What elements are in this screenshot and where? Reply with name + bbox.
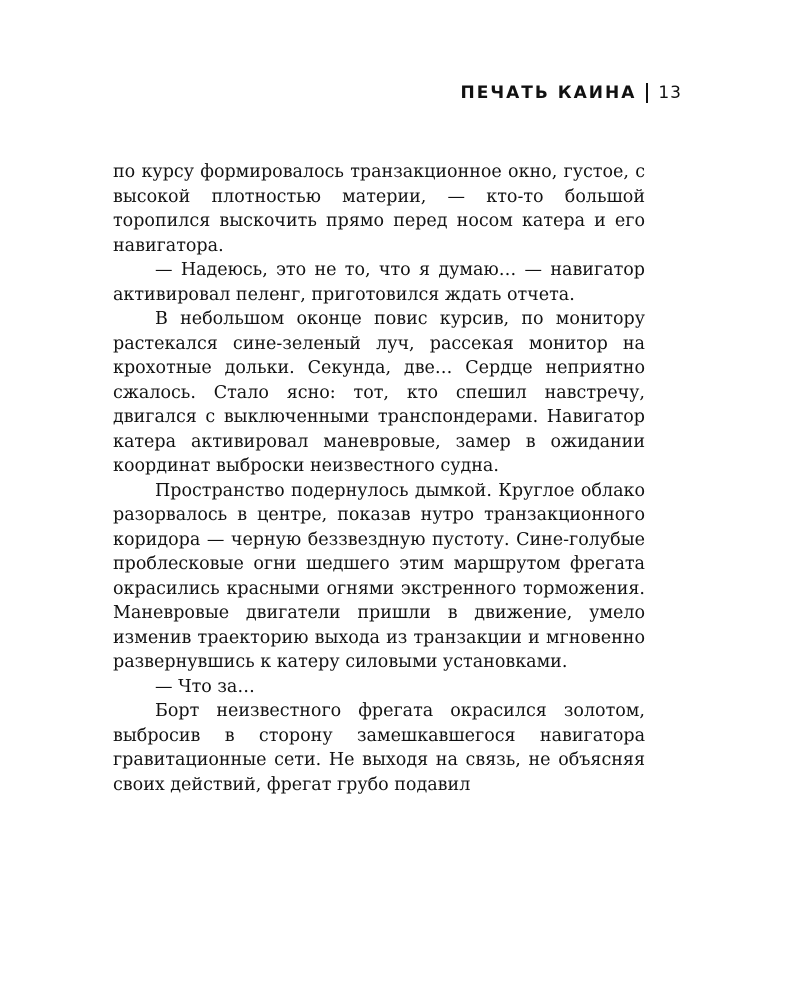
body-text (113, 160, 645, 797)
paragraph: — Что за… (155, 676, 255, 697)
paragraph: Пространство подернулось дымкой. Круглое облако разорвалось в центре, показав нутро транзакционного коридора — черную беззвездную пустоту. Сине-голубые проблесковые огни шедшего этим маршрутом фрегата окрасились красными огнями экстренного торможения. Маневровые двигатели пришли в движение, умело изменив траекторию выхода из транзакции и мгновенно развернувшись к катеру силовыми установками. (113, 480, 645, 672)
book-title: ПЕЧАТЬ КАИНА (460, 83, 637, 103)
paragraph: Борт неизвестного фрегата окрасился золотом, выбросив в сторону замешкавшегося навигатора гравитационные сети. Не выходя на связь, не объясняя своих действий, фрегат грубо подавил (113, 701, 645, 795)
paragraph: В небольшом оконце повис курсив, по монитору растекался сине-зеленый луч, рассекая монитор на крохотные дольки. Секунда, две… Сердце неприятно сжалось. Стало ясно: тот, кто спешил навстречу, двигался с выключенными транспондерами. Навигатор катера активировал маневровые, замер в ожидании координат выброски неизвестного судна. (113, 309, 645, 476)
running-header (460, 82, 682, 104)
page-number: 13 (658, 83, 682, 103)
paragraph: — Надеюсь, это не то, что я думаю… — навигатор активировал пеленг, приготовился ждать отчета. (113, 260, 645, 305)
header-separator (646, 83, 648, 103)
paragraph: по курсу формировалось транзакционное окно, густое, с высокой плотностью материи, — кто-то большой торопился выскочить прямо перед носом катера и его навигатора. (113, 162, 645, 256)
